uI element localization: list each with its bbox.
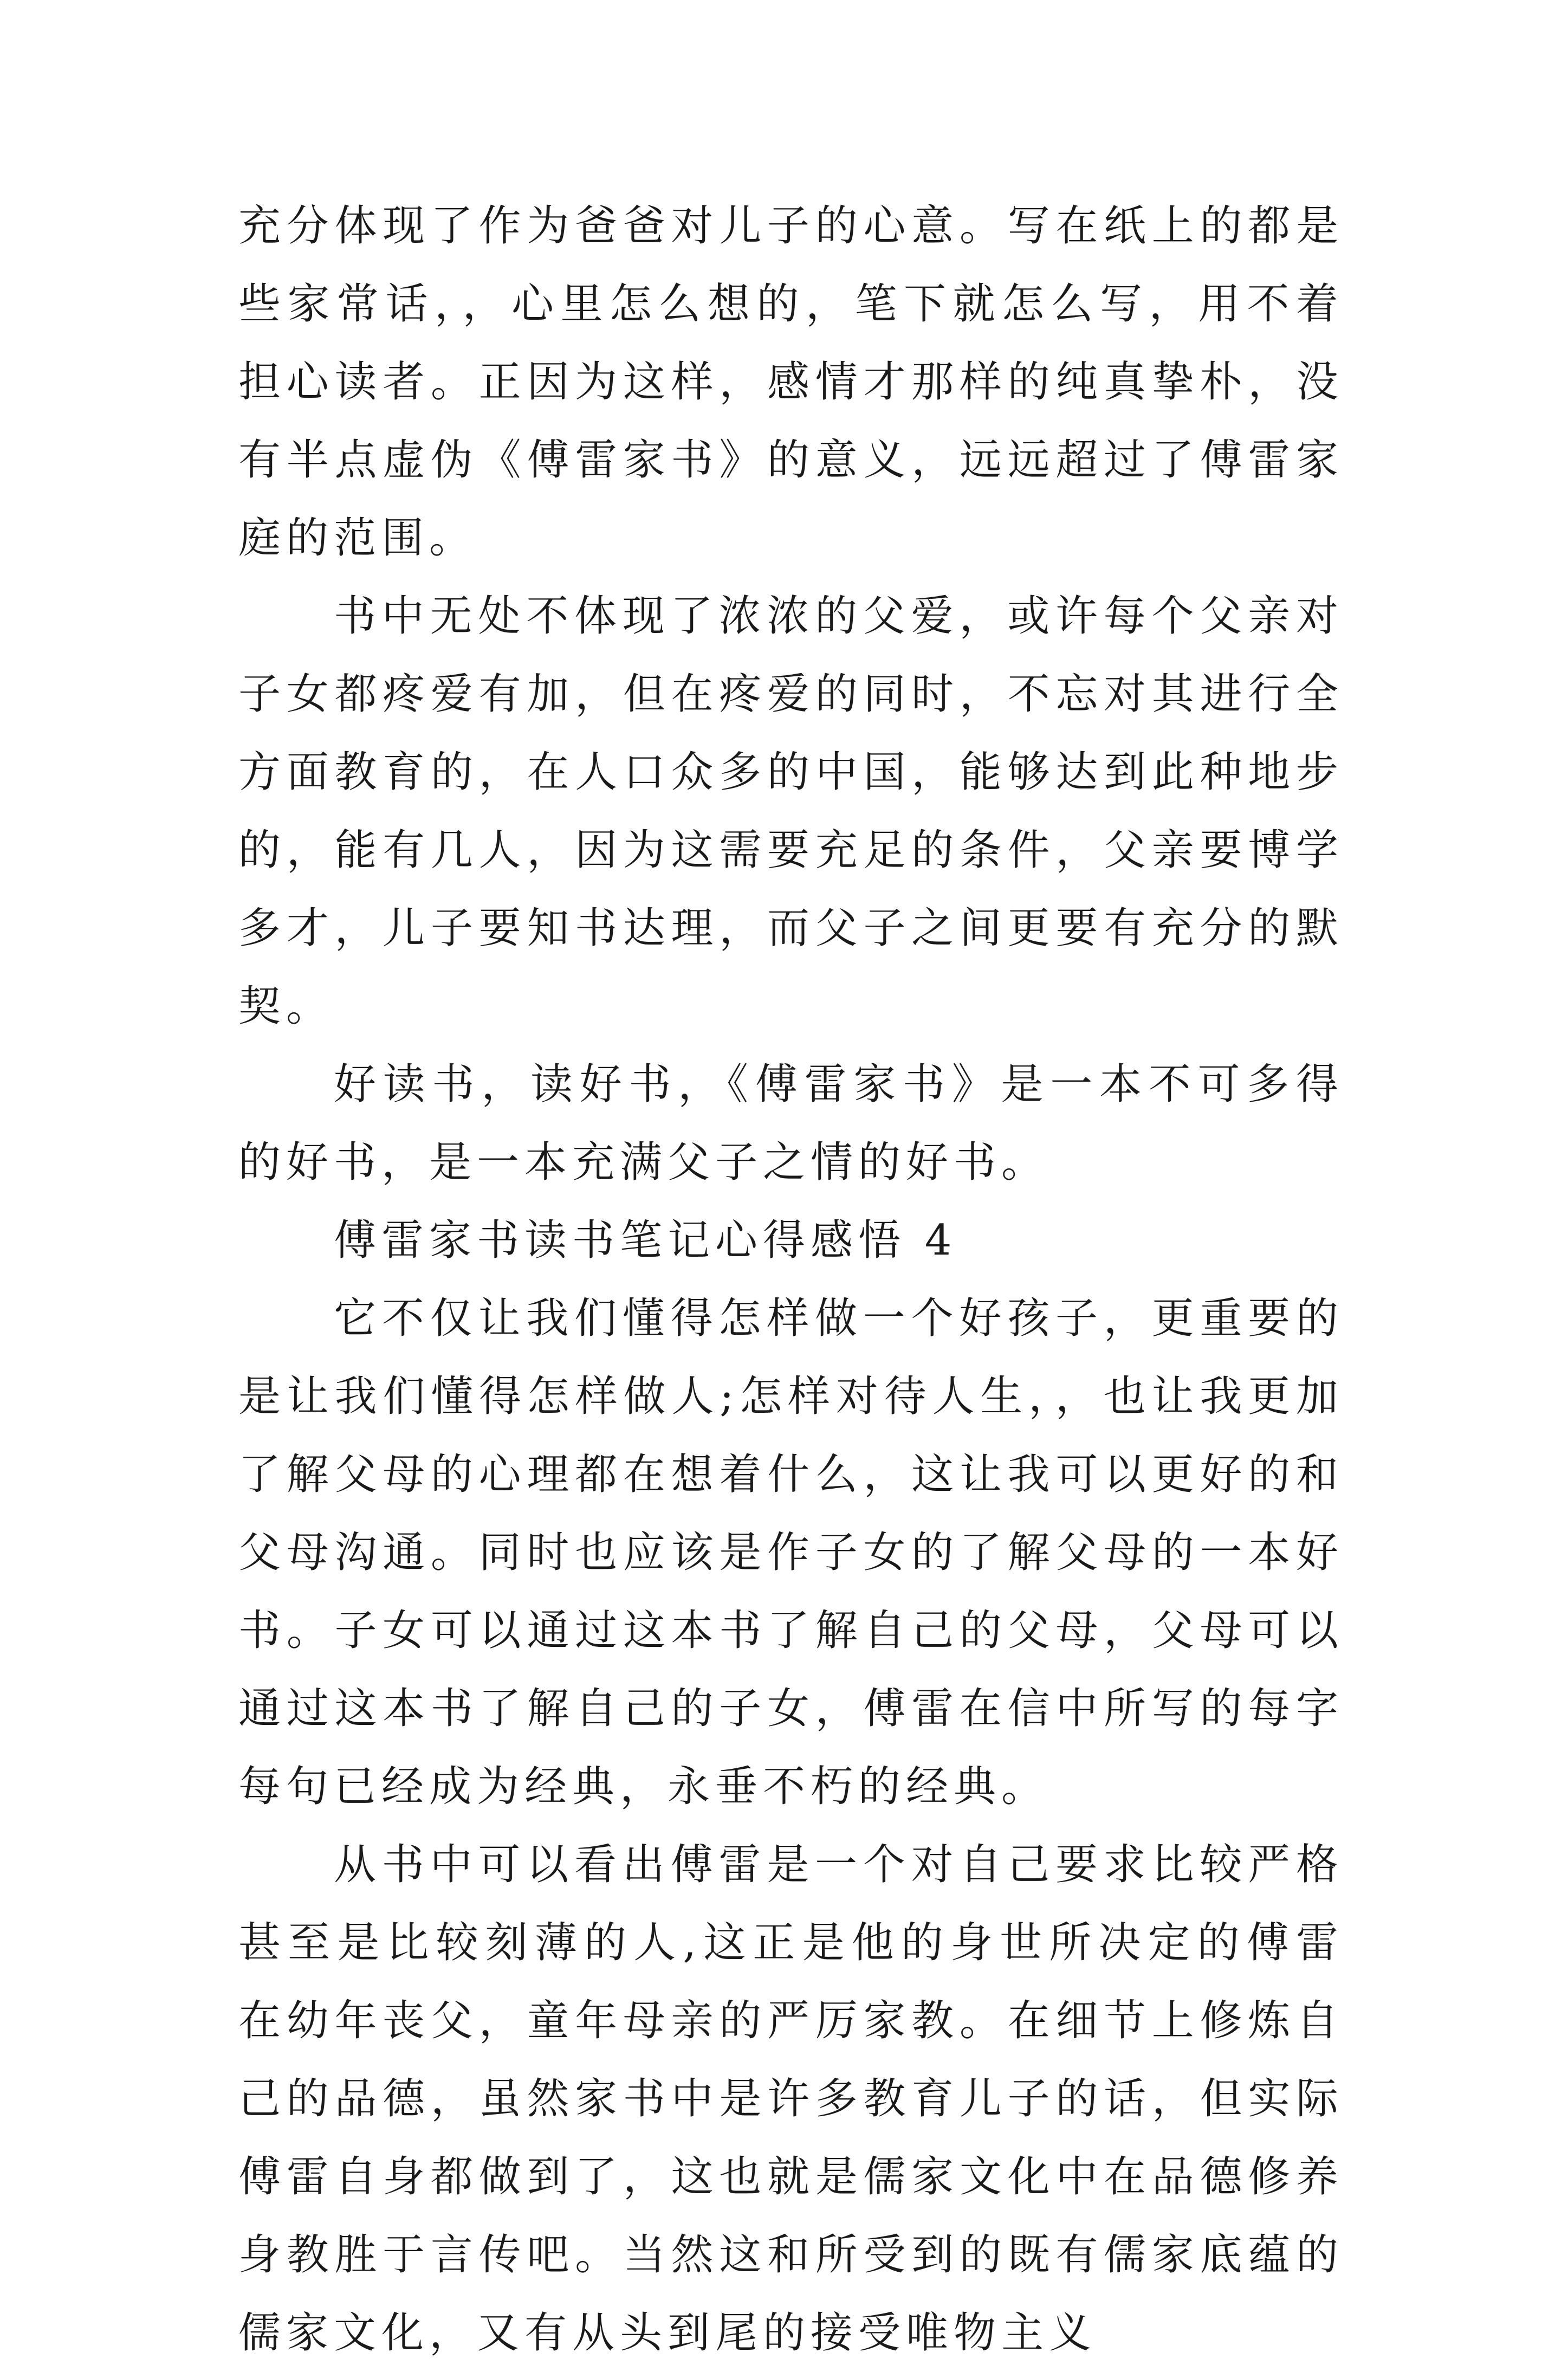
paragraph-2: 书中无处不体现了浓浓的父爱，或许每个父亲对子女都疼爱有加，但在疼爱的同时，不忘对其进行全方面教育的，在人口众多的中国，能够达到此种地步的，能有几人，因为这需要充足的条件，父亲要博学多才，儿子要知书达理，而父子之间更要有充分的默契。 <box>238 592 1344 1031</box>
section-heading: 傅雷家书读书笔记心得感悟 4 <box>334 1216 957 1265</box>
paragraph-3: 好读书，读好书，《傅雷家书》是一本不可多得的好书，是一本充满父子之情的好书。 <box>238 1060 1344 1187</box>
paragraph-1: 充分体现了作为爸爸对儿子的心意。写在纸上的都是些家常话，，心里怎么想的，笔下就怎么写，用不着担心读者。正因为这样，感情才那样的纯真挚朴，没有半点虚伪《傅雷家书》的意义，远远超过了傅雷家庭的范围。 <box>238 202 1344 563</box>
paragraph-4: 它不仅让我们懂得怎样做一个好孩子，更重要的是让我们懂得怎样做人;怎样对待人生，，也让我更加了解父母的心理都在想着什么，这让我可以更好的和父母沟通。同时也应该是作子女的了解父母的一本好书。子女可以通过这本书了解自己的父母，父母可以通过这本书了解自己的子女，傅雷在信中所写的每字每句已经成为经典，永垂不朽的经典。 <box>238 1294 1344 1811</box>
paragraph-5: 从书中可以看出傅雷是一个对自己要求比较严格甚至是比较刻薄的人,这正是他的身世所决定的傅雷在幼年丧父，童年母亲的严厉家教。在细节上修炼自己的品德，虽然家书中是许多教育儿子的话，但实际傅雷自身都做到了，这也就是儒家文化中在品德修养身教胜于言传吧。当然这和所受到的既有儒家底蕴的儒家文化，又有从头到尾的接受唯物主义 <box>238 1840 1344 2357</box>
document-page <box>238 187 1344 2372</box>
